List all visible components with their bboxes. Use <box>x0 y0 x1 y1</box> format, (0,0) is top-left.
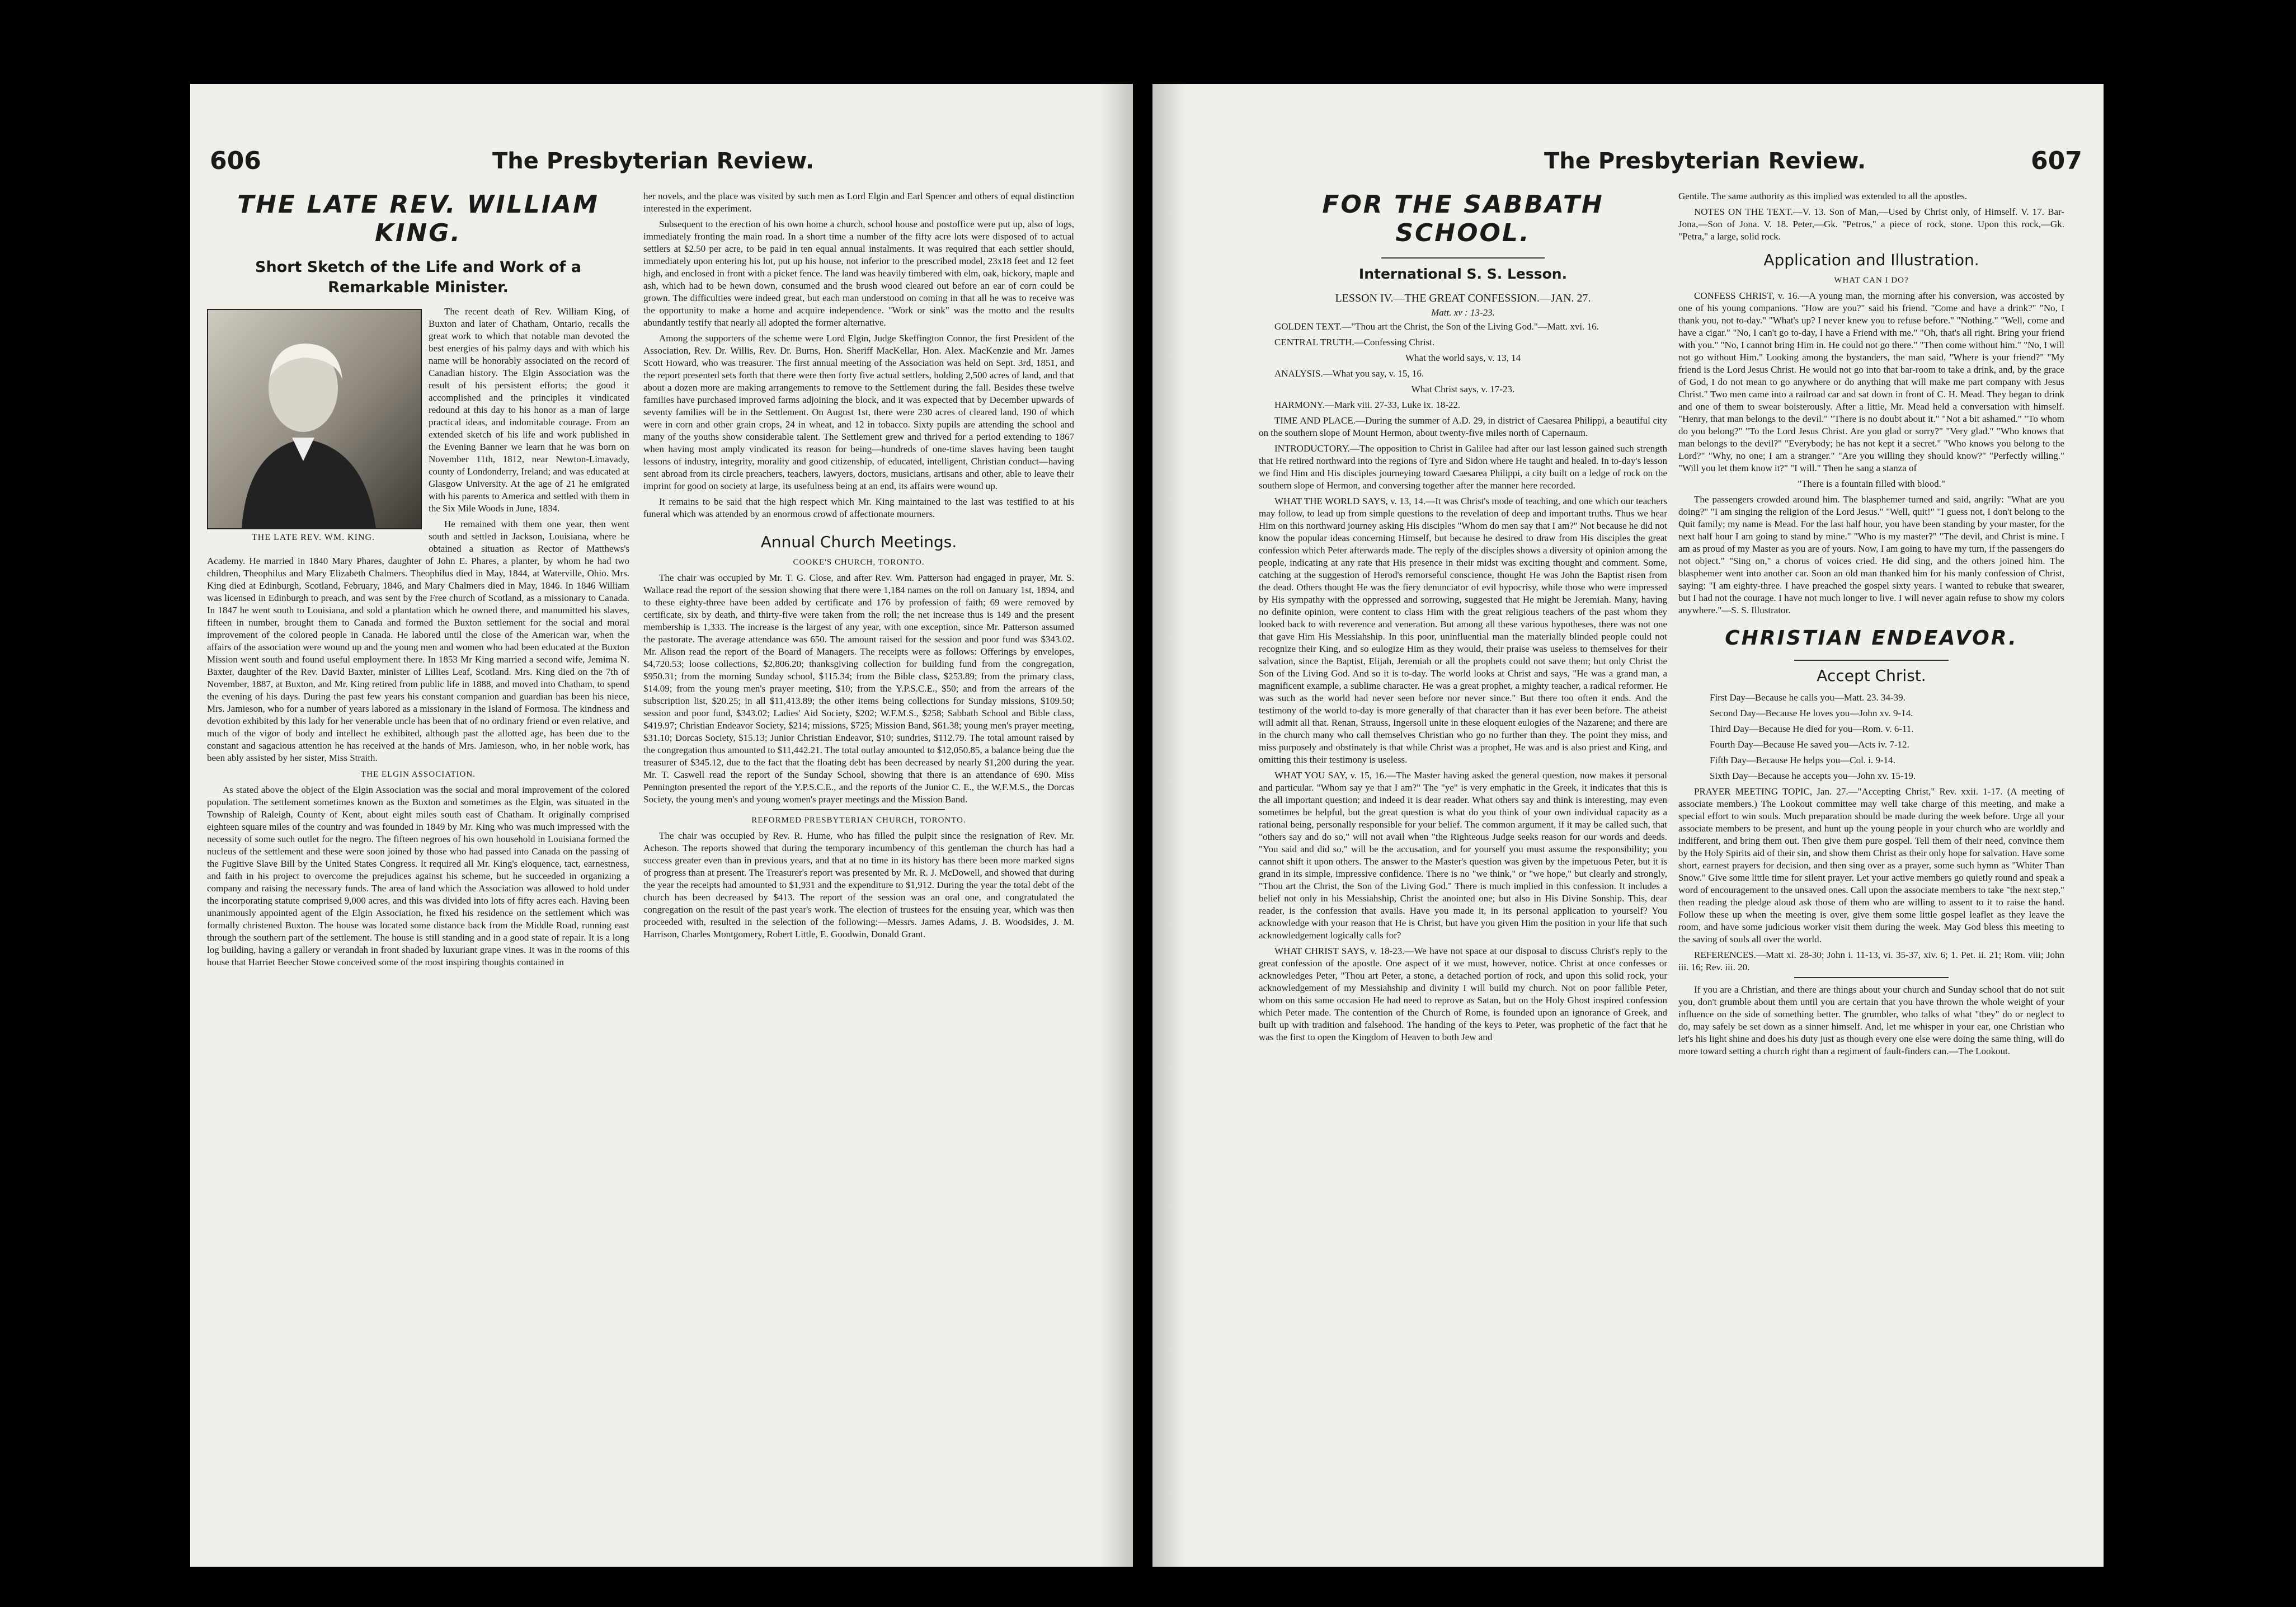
paragraph: The passengers crowded around him. The blasphemer turned and said, angrily: "What are you doing?" "I am singing the religion of the Lord Jesus." "Well, quit!" "I guess not, I don't belong to the Quit family; my name is Mead. For the last half hour, you have been standing by your master, for the next half hour I am going to stand by mine." "Who is my master?" "The devil, and Christ is mine. I am as proud of my Master as you are of yours. Now, I am going to have my turn, if the passengers do not object." "Sing on," a chorus of voices cried. He did sing, and the others joined him. The blasphemer went into another car. Soon an old man thanked him for his manly confession of Christ, saying: "I am eighty-three. I have preached the gospel sixty years. I wanted to rebuke that swearer, but I had not the courage. I have not much longer to live. I will never again refuse to show my colors anywhere."—S. S. Illustrator. <box>1678 494 2064 615</box>
paragraph: WHAT CHRIST SAYS, v. 18-23.—We have not space at our disposal to discuss Christ's reply to the great confession of the apostle. One aspect of it we must, however, notice. Christ at once confesses or acknowledges Peter, "Thou art Peter, a stone, a detached portion of rock, and upon this solid rock, your acknowledgement of my Messiahship and divinity I will build my church. Not on poor fallible Peter, whom on this same occasion He had need to reprove as Satan, but on the Holy Ghost inspired confession which Peter made. The contention of the Church of Rome, is founded upon an ignorance of Greek, and built up with tradition and falsehood. The handing of the keys to Peter, was prophetic of the fact that he was the first to open the Kingdom of Heaven to both Jew and <box>1259 946 1667 1042</box>
article-title: THE LATE REV. WILLIAM KING. <box>237 190 599 247</box>
portrait-image <box>207 309 422 529</box>
section-title: FOR THE SABBATH SCHOOL. <box>1322 190 1604 247</box>
paragraph: As stated above the object of the Elgin Association was the social and moral improvement of the colored population. The settlement sometimes known as the Buxton and sometimes as the Elgin, was situated in the Township of Raleigh, County of Kent, about eight miles south east of Chatham. It originally comprised eighteen square miles of the country and was founded in 1849 by Mr. King who was much impressed with the necessity of some such outlet for the negro. The fifteen negroes of his own household in Louisiana formed the nucleus of the settlement and these were soon joined by those who had passed into Canada on the passing of the Fugitive Slave Bill by the United States Congress. It required all Mr. King's eloquence, tact, earnestness, and faith in his project to overcome the prejudices against his scheme, but he succeeded in organizing a company and raising the necessary funds. The area of land which the Association was allowed to hold under the incorporating statute comprised 9,000 acres, and this was divided into lots of fifty acres each. Having been unanimously appointed agent of the Elgin Association, he fixed his residence on the settlement which was formally christened Buxton. The house was located some distance back from the Middle Road, running east through the southern part of the settlement. The house is still standing and in a good state of repair. It is a long log building, having a gallery or verandah in front shaded by luxuriant grape vines. It was in the rooms of this house that Harriet Beecher Stowe conceived some of the most inspiring thoughts contained in <box>207 784 629 967</box>
golden-text: GOLDEN TEXT.—"Thou art the Christ, the Son of the Living God."—Matt. xvi. 16. <box>1274 321 1599 332</box>
paragraph: If you are a Christian, and there are things about your church and Sunday school that do not suit you, don't grumble about them until you are certain that you have thrown the whole weight of your influence on the side of something better. The grumbler, who talks of what "they" do or neglect to do, may safely be set down as a sinner himself. And, let me whisper in your ear, one Christian who let's his light shine and does his duty just as though every one else were doing the same thing, will do more toward setting a church right than a regiment of fault-finders can.—The Lookout. <box>1678 984 2064 1056</box>
central-truth: CENTRAL TRUTH.—Confessing Christ. <box>1274 337 1435 347</box>
section-heading: Accept Christ. <box>1817 666 1926 685</box>
divider <box>1794 660 1949 661</box>
paragraph: WHAT THE WORLD SAYS, v. 13, 14.—It was Christ's mode of teaching, and one which our teachers may follow, to lead up from simple questions to the revelation of deep and important truths. Thus we hear Him on this northward journey asking His disciples "Whom do men say that I am?" Not because he did not know the popular ideas concerning Himself, but because he desired to draw from His disciples the great confession which Peter afterwards made. The reply of the disciples shows a diversity of opinion among the people, indicating at any rate that His presence in their midst was exciting thought and comment. Some, catching at the suggestion of Herod's remorseful conscience, thought He was John the Baptist risen from the dead. Others thought He was the fiery denunciator of evil hypocrisy, while those who were impressed by His sympathy with the oppressed and sorrowing, suggested that He might be Jeremiah. Many, having no definite opinion, were content to class Him with the great religious teachers of the past whom they looked back to with reverence and veneration. But among all these various hypotheses, there was not one that gave Him His Messiahship. In this poor, uninfluential man the materially blinded people could not recognize their King, and so eulogize Him as they would, their praise was useless to themselves for their salvation, since the Baptist, Elijah, Jeremiah or all the prophets could not save them; but only Christ the Son of the Living God. And so it is to-day. The world looks at Christ and says, "He was a grand man, a magnificent example, a sublime character. He was a great prophet, a mighty teacher, a radical reformer. He was such as the world had never seen before nor never since." But there too often it ends. And the testimony of the world to-day is more generally of that character than it has ever been before. The atheist will admit all that. Renan, Strauss, Ingersoll unite in these eloquent eulogies of the Nazarene; and there are in the church many who call themselves Christian who go no further than they. The point they miss, and miss purposely and obstinately is that while Christ was a prophet, He was and is also priest and King, and omitting this their testimony is useless. <box>1259 496 1667 765</box>
section-title: CHRISTIAN ENDEAVOR. <box>1725 627 2018 650</box>
paragraph: It remains to be said that the high respect which Mr. King maintained to the last was testified to at his funeral which was attended by an enormous crowd of affectionate mourners. <box>643 496 1074 519</box>
paragraph: Subsequent to the erection of his own home a church, school house and postoffice were put up, also of logs, immediately fronting the main road. In a short time a number of the fifty acre lots were disposed of to actual settlers at $2.50 per acre, to be paid in ten equal annual instalments. It was required that each settler should, immediately upon entering his lot, put up his house, not inferior to the prescribed model, 23x18 feet and 12 feet high, and enclosed in front with a picket fence. The land was heavily timbered with elm, oak, hickory, maple and ash, which had to be hewn down, consumed and the brush wood cleared out before an ear of corn could be grown. The difficulties were indeed great, but each man understood on coming in that all he was to receive was the opportunity to make a home and acquire independence. "Work or sink" was the motto and the results abundantly testify that nearly all adopted the former alternative. <box>643 219 1074 328</box>
page-number: 606 <box>210 147 261 175</box>
outline-line: What Christ says, v. 17-23. <box>1411 384 1515 394</box>
gutter-shadow <box>1099 84 1133 1567</box>
section-subhead: COOKE'S CHURCH, TORONTO. <box>793 558 925 567</box>
column-1 <box>207 190 629 1533</box>
day-reading: Second Day—Because He loves you—John xv. 9-14. <box>1710 708 1913 718</box>
column-2 <box>1678 190 2064 1533</box>
day-reading: Third Day—Because He died for you—Rom. v. 6-11. <box>1710 723 1914 734</box>
running-head: The Presbyterian Review. <box>1544 148 1866 174</box>
paragraph: The chair was occupied by Mr. T. G. Close, and after Rev. Wm. Patterson had engaged in prayer, Mr. S. Wallace read the report of the session showing that there were 1,184 names on the roll on January 1st, 1894, and to these eighty-three have been added by certificate and 176 by profession of faith; 69 were removed by certificate, six by death, and thirty-five were taken from the roll; the net increase thus is 149 and the present membership is 1,333. The increase is the largest of any year, with one exception, since Mr. Patterson assumed the pastorate. The average attendance was 650. The amount raised for the session and poor fund was $343.02. Mr. Alison read the report of the Board of Managers. The receipts were as follows: Offerings by envelopes, $4,720.53; loose collections, $2,806.20; thanksgiving collection for building fund from the congregation, $950.31; from the morning Sunday school, $115.34; from the Bible class, $253.89; from the primary class, $14.09; from the young men's prayer meeting, $10; from the Y.P.S.C.E., $50; and from the arrears of the subscription list, $20.25; in all $11,413.89; the other items being collections for Sunday missions, $109.50; session and poor fund, $343.02; Ladies' Aid Society, $202; W.F.M.S., $258; Sabbath School and Bible class, $419.97; Christian Endeavor Society, $214; missions, $725; Mission Band, $61.38; young men's prayer meeting, $31.10; Dorcas Society, $15.13; Junior Christian Endeavor, $10; sundries, $112.79. The total amount raised by the congregation thus amounted to $11,442.21. The total outlay amounted to $12,050.85, a balance being due the treasurer of $345.12, due to the fact that the floating debt has been decreased by nearly $1,200 during the year. Mr. T. Caswell read the report of the Sunday School, showing that there is an attendance of 690. Miss Pennington presented the report of the Y.P.S.C.E., and the reports of the Junior C. E., the W.F.M.S., the Dorcas Society, the young men's and young women's prayer meetings and the Mission Band. <box>643 572 1074 805</box>
lesson-heading: International S. S. Lesson. <box>1358 266 1568 282</box>
section-heading: Annual Church Meetings. <box>760 533 957 551</box>
lesson-title: LESSON IV.—THE GREAT CONFESSION.—JAN. 27. <box>1335 292 1591 304</box>
references: REFERENCES.—Matt xi. 28-30; John i. 11-13, vi. 35-37, xiv. 6; 1. Pet. ii. 21; Rom. viii; John iii. 16; Rev. iii. 20. <box>1678 950 2064 972</box>
section-subhead: REFORMED PRESBYTERIAN CHURCH, TORONTO. <box>751 816 966 825</box>
paragraph: He remained with them one year, then went south and settled in Jackson, Louisiana, where he obtained a situation as Rector of Matthews's Academy. He married in 1840 Mary Phares, daughter of John E. Phares, a planter, by whom he had two children, Theophilus and Mary Elizabeth Chalmers. Theophilus died in May, 1844, at Waterville, Ohio. Mrs. King died at Edinburgh, Scotland, February, 1846, and Mary Chalmers died in May, 1846. In 1846 William was licensed in Edinburgh to preach, and was sent by the Free church of Scotland, as a missionary to Canada. In 1847 he went south to Louisiana, and sold a plantation which he owned there, and manumitted his slaves, fifteen in number, brought them to Canada and formed the Buxton settlement for the social and moral improvement of the colored people in Canada. He labored until the close of the American war, when the affairs of the association were wound up and the young men and women who had been educated at the Buxton Mission went south and found useful employment there. In 1853 Mr King married a second wife, Jemima N. Baxter, daughter of the Rev. David Baxter, minister of Lillies Leaf, Scotland. Mrs. King died on the 7th of November, 1887, at Buxton, and Mr. King retired from public life in 1888, and moved into Chatham, to spend the evening of his days. During the past few years his constant companion and guardian has been his niece, Mrs. Jamieson, who for a number of years labored as a missionary in the Island of Formosa. The kindness and devotion exhibited by this lady for her venerable uncle has been that of no ordinary friend or even relative, and much of the vigor of body and intellect he exhibited, although past the allotted age, has been due to the constant and sagacious attention he has received at the hands of Mrs. Jamieson, who, in her noble work, has been ably assisted by her sister, Miss Straith. <box>207 519 629 763</box>
section-subhead: THE ELGIN ASSOCIATION. <box>361 770 476 779</box>
paragraph: WHAT YOU SAY, v. 15, 16.—The Master having asked the general question, now makes it personal and particular. "Whom say ye that I am?" The "ye" is very emphatic in the Greek, it indicates that this is the all important question; and indeed it is dear reader. What others say and think is interesting, may even sometimes be helpful, but the great question is what do you think of your own individual capacity as a rational being, personally responsible for your belief. The common argument, if it may be called such, that "others say and do so," will not avail when "the Righteous Judge seeks reason for our words and deeds. "You said and did so," will be the accusation, and for yourself you must assume the responsibility; you cannot shift it upon others. The answer to the Master's question was given by the impetuous Peter, but it is grand in its simple, impressive confidence. There is no "we think," or "we hope," but clearly and strongly, "Thou art the Christ, the Son of the Living God." There is much implied in this confession. It includes a belief not only in his Messiahship, Christ the anointed one; but also in His Divine Sonship. This, dear reader, is the confession that avails. Have you made it, in its personal application to yourself? You acknowledge with your reason that He is Christ, but have you given Him the position in your life that such acknowledgement logically calls for? <box>1259 770 1667 941</box>
notes-on-text: NOTES ON THE TEXT.—V. 13. Son of Man,—Used by Christ only, of Himself. V. 17. Bar-Jona,—Son of Jona. V. 18. Peter,—Gk. "Petros," a piece of rock, stone. Upon this rock,—Gk. "Petra," a large, solid rock. <box>1678 206 2064 242</box>
paragraph: INTRODUCTORY.—The opposition to Christ in Galilee had after our last lesson gained such strength that He retired northward into the regions of Tyre and Sidon where He taught and healed. In to-day's lesson we find Him and His disciples journeying toward Caesarea Philippi, a city built on a ledge of rock on the southern slope of Hermon, and conversing together after the manner here recorded. <box>1259 443 1667 491</box>
paragraph: PRAYER MEETING TOPIC, Jan. 27.—"Accepting Christ," Rev. xxii. 1-17. (A meeting of associate members.) The Lookout committee may well take charge of this meeting, and make a special effort to win souls. Much preparation should be made during the week before. Urge all your associate members to be present, and hunt up the young people in your church who are worldly and indifferent, and bring them out. Then give them pure gospel. Tell them of their need, convince them by the Holy Spirits aid of their sin, and show them Christ as their only hope for salvation. Have some short, earnest prayers for decision, and then sing over as a prayer, some such hymn as "Whiter Than Snow." Give some little time for silent prayer. Let your active members go quietly round and speak a word of encouragement to the unsaved ones. Call upon the associate members to take "the next step," then reading the pledge aloud ask those of them who are willing to assent to it to raise the hand. Follow these up when the meeting is over, give them some little gospel leaflet as they leave the room, and have some judicious worker visit them during the week. May God bless this meeting to the saving of souls all over the world. <box>1678 786 2064 945</box>
paragraph: The recent death of Rev. William King, of Buxton and later of Chatham, Ontario, recalls the great work to which that notable man devoted the best energies of his palmy days and with which his name will be honorably associated on the record of Canadian history. The Elgin Association was the result of his persistent efforts; the good it accomplished and the principles it vindicated redound at this day to his honor as a man of large practical ideas, and indomitable courage. From an extended sketch of his life and work published in the Evening Banner we learn that he was born on November 11th, 1812, near Newton-Limavady, county of Londonderry, Ireland; and was educated at Glasgow University. At the age of 21 he emigrated with his parents to America and settled with them in the Six Mile Woods in June, 1834. <box>429 306 629 514</box>
day-reading: Fourth Day—Because He saved you—Acts iv. 7-12. <box>1710 739 1909 750</box>
column-2 <box>643 190 1074 1533</box>
hymn-line: "There is a fountain filled with blood." <box>1798 478 1945 489</box>
right-page <box>1152 84 2104 1567</box>
harmony: HARMONY.—Mark viii. 27-33, Luke ix. 18-22. <box>1274 400 1461 410</box>
day-reading: Fifth Day—Because He helps you—Col. i. 9-14. <box>1710 755 1895 765</box>
running-head: The Presbyterian Review. <box>492 148 815 174</box>
left-page <box>190 84 1133 1567</box>
gutter-shadow <box>1152 84 1186 1567</box>
divider <box>1381 257 1545 259</box>
paragraph: TIME AND PLACE.—During the summer of A.D. 29, in district of Caesarea Philippi, a beautiful city on the southern slope of Mount Hermon, about twenty-five miles north of Capernaum. <box>1259 415 1667 438</box>
paragraph: her novels, and the place was visited by such men as Lord Elgin and Earl Spencer and others of equal distinction interested in the experiment. <box>643 191 1074 214</box>
page-number: 607 <box>2031 147 2082 175</box>
lesson-scripture: Matt. xv : 13-23. <box>1431 307 1495 318</box>
outline-line: What the world says, v. 13, 14 <box>1405 353 1521 363</box>
paragraph: The chair was occupied by Rev. R. Hume, who has filled the pulpit since the resignation of Rev. Mr. Acheson. The reports showed that during the temporary incumbency of this gentleman the church has had a success greater even than in previous years, and that at no time in its history has there been more marked signs of progress than at present. The Treasurer's report was presented by Mr. R. J. McDowell, and showed that during the year the receipts had amounted to $1,931 and the expenditure to $1,912. During the year the total debt of the church has been decreased by $413. The report of the session was an oral one, and congratulated the congregation on the result of the past year's work. The election of trustees for the ensuing year, which was then proceeded with, resulted in the selection of the following:—Messrs. James Adams, J. B. Woodsides, J. M. Harrison, Charles Montgomery, Robert Little, E. Goodwin, Donald Grant. <box>643 830 1074 939</box>
analysis: ANALYSIS.—What you say, v. 15, 16. <box>1274 368 1424 379</box>
portrait-figure <box>207 309 420 549</box>
paragraph: Gentile. The same authority as this implied was extended to all the apostles. <box>1678 191 1968 201</box>
divider <box>773 809 945 810</box>
section-subhead: WHAT CAN I DO? <box>1834 276 1909 285</box>
paragraph: Among the supporters of the scheme were Lord Elgin, Judge Skeffington Connor, the first President of the Association, Rev. Dr. Willis, Rev. Dr. Burns, Hon. Sheriff MacKellar, Hon. Alex. MacKenzie and Mr. James Scott Howard, who was treasurer. The first annual meeting of the Association was held on Sept. 3rd, 1851, and the report presented sets forth that there were then forty five actual settlers, holding 2,500 acres of land, and that about a dozen more are making arrangements to remove to the Settlement during the fall. Besides these twelve families have purchased improved farms adjoining the block, and it was expected that by December upwards of seventy families will be in the Settlement. On August 1st, there were 230 acres of cleared land, 190 of which were in corn and other grain crops, 24 in wheat, and 12 in tobacco. Sixty pupils are attending the school and many of the youths show considerable talent. The Settlement grew and thrived for a period extending to 1867 when having most amply vindicated its reason for being—hundreds of one-time slaves having been taught lessons of industry, integrity, morality and good citizenship, of educated, intelligent, Christian conduct—having sent abroad from its circle preachers, teachers, lawyers, doctors, musicians, artisans and other, able to leave their imprint for good on society at large, its usefulness being at an end, its affairs were wound up. <box>643 333 1074 491</box>
portrait-caption: THE LATE REV. WM. KING. <box>251 533 375 542</box>
paragraph: CONFESS CHRIST, v. 16.—A young man, the morning after his conversion, was accosted by one of his young companions. "How are you?" said his friend. "Come and have a drink?" "No, I thank you, not to-day." "What's up? I never knew you to refuse before." "Nothing." "Well, come and have a cigar." "No, I can't go to-day, I have a Friend with me." "Oh, that's all right. Bring your friend with you." "No, I cannot bring Him in. He could not go there." "Then come without him." "No, I will not go without Him." Looking among the bystanders, the man said, "Where is your friend?" "My friend is the Lord Jesus Christ. He would not go into that bar-room to take a drink, and, by the grace of God, I do not mean to go anywhere or do anything that will make me part company with Jesus Christ." Two men came into a railroad car and sat down in front of C. H. Mead. They began to drink and one of them to swear boisterously. After a little, Mr. Mead held a conversation with himself. "Henry, that man belongs to the devil." "There is no doubt about it." "Not a bit ashamed." "To whom do you belong?" "To the Lord Jesus Christ. Are you glad or sorry?" "Very glad." "Who knows that man belongs to the devil?" "Everybody; he has not kept it a secret." "Who knows you belong to the Lord?" "Why, no one; I am a stranger." "Are you willing they should know?" "Perfectly willing." "Will you let them know it?" "I will." Then he sang a stanza of <box>1678 290 2064 473</box>
divider <box>1794 977 1949 978</box>
day-reading: Sixth Day—Because he accepts you—John xv. 15-19. <box>1710 770 1916 781</box>
section-heading: Application and Illustration. <box>1763 251 1979 269</box>
article-subtitle: Short Sketch of the Life and Work of a Remarkable Minister. <box>255 259 581 296</box>
column-1 <box>1259 190 1667 1533</box>
day-reading: First Day—Because he calls you—Matt. 23. 34-39. <box>1710 692 1906 703</box>
